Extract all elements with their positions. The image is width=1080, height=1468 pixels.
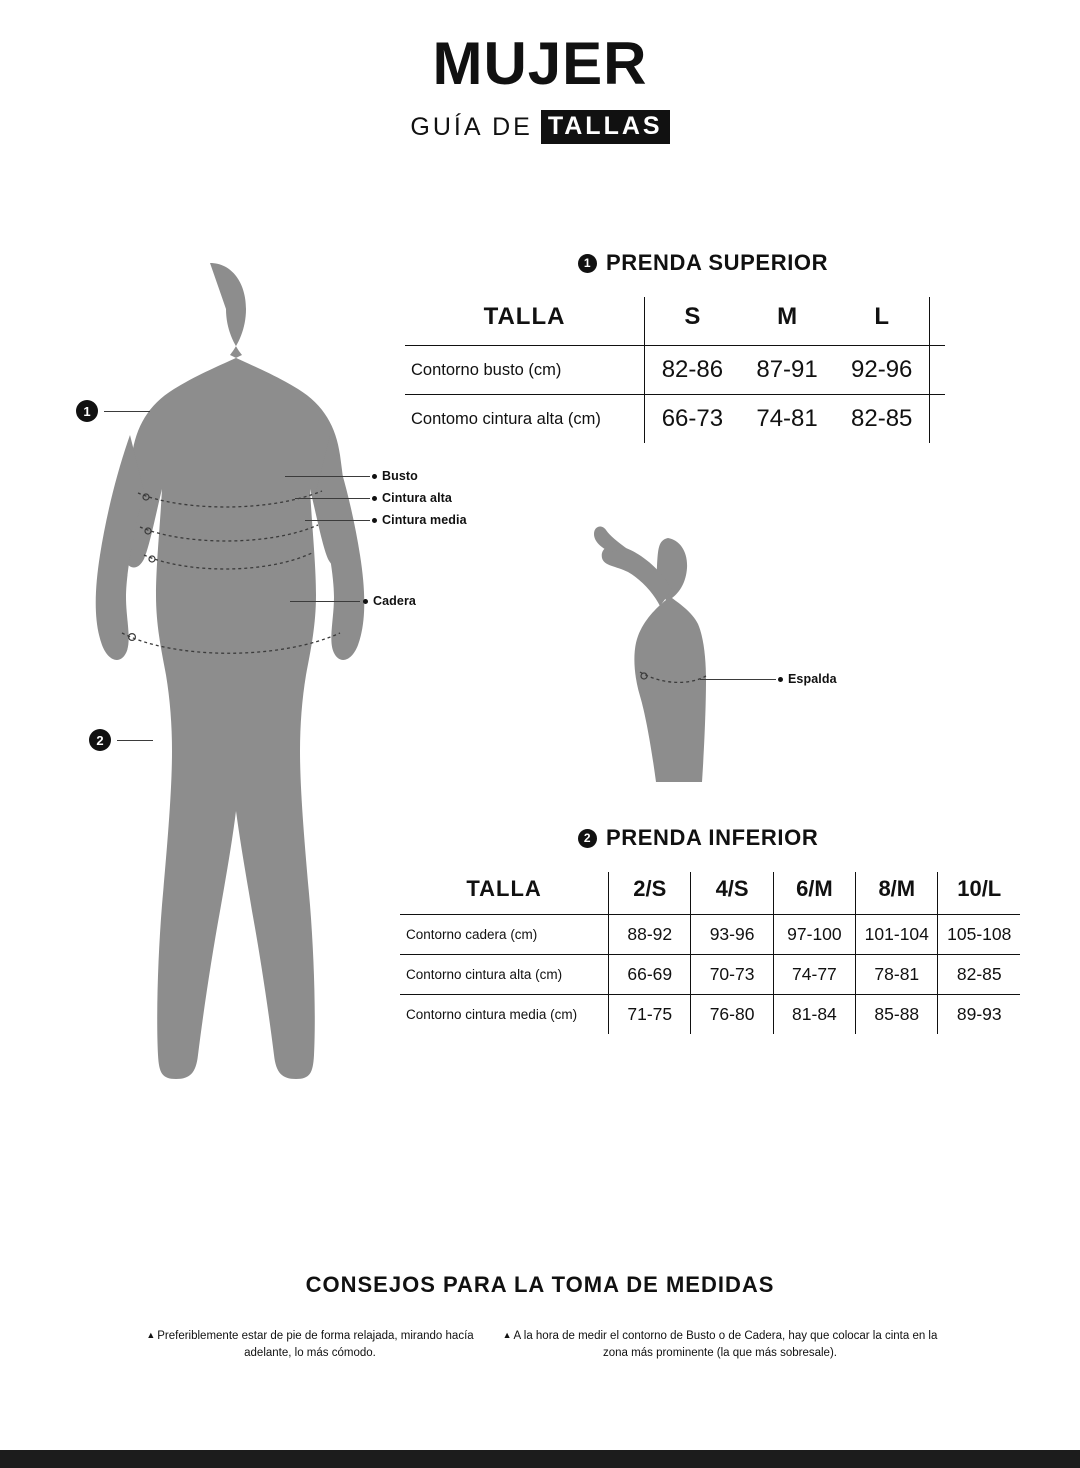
callout-dot-icon xyxy=(372,474,377,479)
page-subtitle xyxy=(0,110,1080,144)
row-label-cintura-alta: Contorno cintura alta (cm) xyxy=(400,955,609,995)
cell-cadera-2s: 88-92 xyxy=(609,915,691,955)
marker-1-top-garment: 1 xyxy=(76,400,98,422)
cell-cintura-media-6m: 81-84 xyxy=(773,995,855,1035)
page-header xyxy=(0,30,1080,144)
header-size-4s: 4/S xyxy=(691,872,773,915)
section-badge-2: 2 xyxy=(578,829,597,848)
callout-dot-icon xyxy=(363,599,368,604)
callout-dot-icon xyxy=(778,677,783,682)
header-size-l: L xyxy=(874,303,890,330)
section-heading-prenda-inferior xyxy=(578,825,818,851)
cell-cadera-6m: 97-100 xyxy=(773,915,855,955)
front-silhouette-illustration xyxy=(60,255,390,1085)
header-size-m: M xyxy=(777,303,798,330)
table-row xyxy=(400,955,1020,995)
triangle-bullet-icon: ▲ xyxy=(502,1330,512,1340)
cell-cintura-alta-2s: 66-69 xyxy=(609,955,691,995)
footer-bar xyxy=(0,1450,1080,1468)
cell-cintura-alta-m: 74-81 xyxy=(740,395,835,444)
header-talla: TALLA xyxy=(483,303,566,330)
cell-cadera-4s: 93-96 xyxy=(691,915,773,955)
row-label-contorno-busto: Contorno busto (cm) xyxy=(405,346,645,395)
leader-line-cadera xyxy=(290,601,360,602)
header-talla: TALLA xyxy=(466,876,542,901)
leader-line-cintura-alta xyxy=(295,498,370,499)
cell-cintura-alta-10l: 82-85 xyxy=(938,955,1020,995)
cell-cintura-alta-8m: 78-81 xyxy=(856,955,938,995)
callout-cintura-media: Cintura media xyxy=(372,513,467,527)
table-row xyxy=(400,915,1020,955)
cell-cintura-alta-4s: 70-73 xyxy=(691,955,773,995)
leader-line-busto xyxy=(285,476,370,477)
callout-cintura-alta: Cintura alta xyxy=(372,491,452,505)
table-row xyxy=(400,995,1020,1035)
cell-cintura-media-10l: 89-93 xyxy=(938,995,1020,1035)
leader-line-marker-1 xyxy=(104,411,150,412)
header-size-s: S xyxy=(645,297,740,346)
callout-dot-icon xyxy=(372,518,377,523)
page-title: MUJER xyxy=(432,30,648,97)
tips-heading: CONSEJOS PARA LA TOMA DE MEDIDAS xyxy=(305,1272,775,1297)
table-row xyxy=(405,395,945,444)
cell-spacer xyxy=(930,395,945,444)
row-label-contorno-cintura-alta: Contomo cintura alta (cm) xyxy=(405,395,645,444)
side-body-shape xyxy=(594,527,706,782)
triangle-bullet-icon: ▲ xyxy=(146,1330,156,1340)
cell-busto-l: 92-96 xyxy=(834,346,929,395)
cell-cintura-alta-s: 66-73 xyxy=(645,395,740,444)
cell-cintura-media-4s: 76-80 xyxy=(691,995,773,1035)
tip-item-1: ▲ Preferiblemente estar de pie de forma relajada, mirando hacía adelante, lo más cómodo. xyxy=(146,1330,474,1359)
tip-item-2: ▲ A la hora de medir el contorno de Busto o de Cadera, hay que colocar la cinta en la zona más prominente (la que más sobresale). xyxy=(502,1330,938,1359)
header-size-10l: 10/L xyxy=(938,872,1020,915)
cell-busto-s: 82-86 xyxy=(645,346,740,395)
section-badge-1: 1 xyxy=(578,254,597,273)
header-size-2s: 2/S xyxy=(609,872,691,915)
table-prenda-inferior xyxy=(400,872,1020,1034)
cell-busto-m: 87-91 xyxy=(740,346,835,395)
section-heading-prenda-superior xyxy=(578,250,828,276)
section-title-1: PRENDA SUPERIOR xyxy=(606,250,829,275)
callout-cadera: Cadera xyxy=(363,594,416,608)
header-size-8m: 8/M xyxy=(856,872,938,915)
cell-cadera-10l: 105-108 xyxy=(938,915,1020,955)
row-label-contorno-cadera: Contorno cadera (cm) xyxy=(400,915,609,955)
cell-cintura-alta-l: 82-85 xyxy=(834,395,929,444)
leader-line-marker-2 xyxy=(117,740,153,741)
header-spacer xyxy=(930,297,945,346)
side-silhouette-illustration xyxy=(560,520,760,795)
leader-line-cintura-media xyxy=(305,520,370,521)
marker-2-bottom-garment: 2 xyxy=(89,729,111,751)
cell-cintura-alta-6m: 74-77 xyxy=(773,955,855,995)
table-header-row xyxy=(405,297,945,346)
section-title-2: PRENDA INFERIOR xyxy=(606,825,819,850)
header-size-6m: 6/M xyxy=(773,872,855,915)
cell-cadera-8m: 101-104 xyxy=(856,915,938,955)
cell-spacer xyxy=(930,346,945,395)
row-label-cintura-media: Contorno cintura media (cm) xyxy=(400,995,609,1035)
leader-line-espalda xyxy=(700,679,776,680)
cell-cintura-media-8m: 85-88 xyxy=(856,995,938,1035)
callout-espalda: Espalda xyxy=(778,672,837,686)
table-header-row xyxy=(400,872,1020,915)
subtitle-highlight: TALLAS xyxy=(541,110,670,144)
callout-dot-icon xyxy=(372,496,377,501)
table-row xyxy=(405,346,945,395)
cell-cintura-media-2s: 71-75 xyxy=(609,995,691,1035)
table-prenda-superior xyxy=(405,297,945,443)
front-body-shape xyxy=(122,263,349,1079)
subtitle-prefix: GUÍA DE xyxy=(410,112,533,141)
callout-busto: Busto xyxy=(372,469,418,483)
